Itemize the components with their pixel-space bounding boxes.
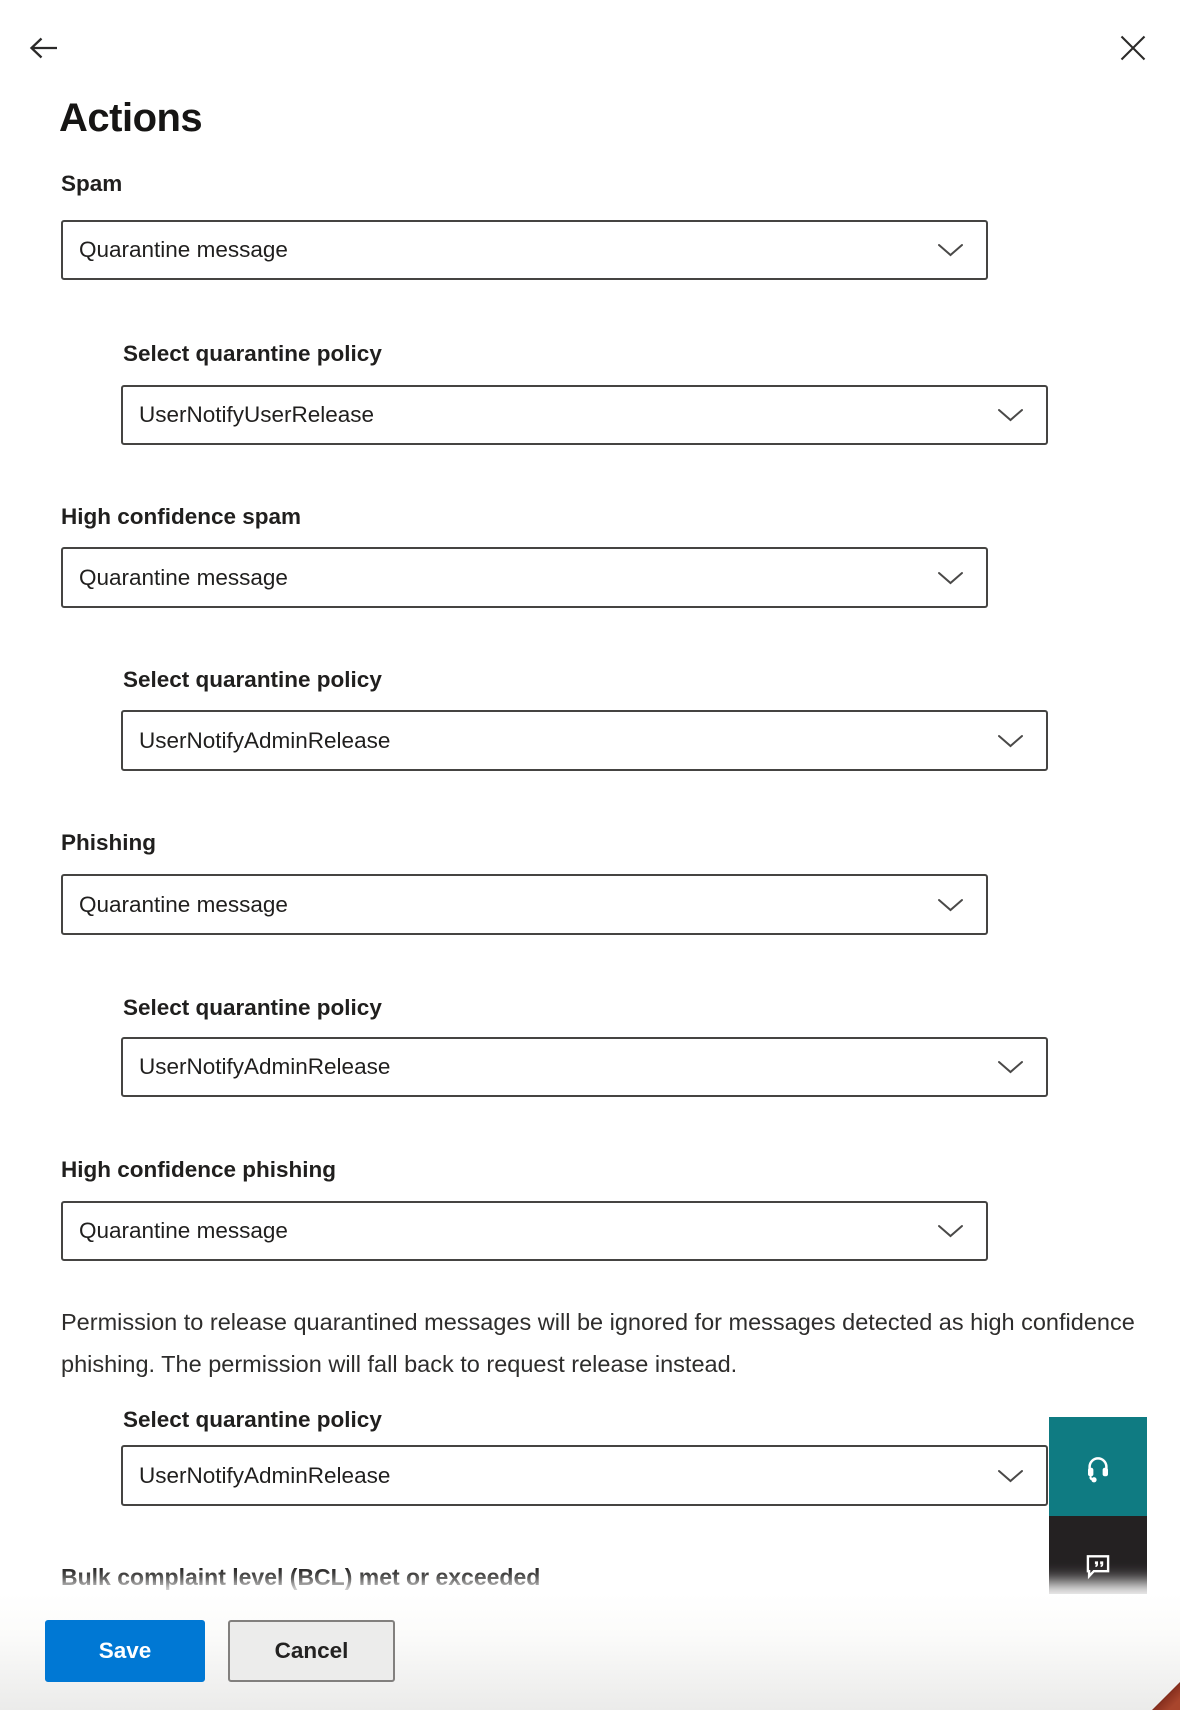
feedback-chat-icon <box>1079 1545 1117 1583</box>
policy-select-high-confidence-phishing[interactable] <box>121 1445 1048 1506</box>
action-select-spam[interactable] <box>61 220 988 280</box>
back-arrow-icon <box>26 32 62 64</box>
action-select-phishing[interactable] <box>61 874 988 935</box>
close-icon <box>1118 33 1148 63</box>
chevron-down-icon <box>997 408 1024 422</box>
chevron-down-icon <box>937 243 964 257</box>
action-select-high-confidence-spam-value: Quarantine message <box>79 564 288 590</box>
cancel-button[interactable]: Cancel <box>228 1620 395 1682</box>
policy-label-high-confidence-phishing: Select quarantine policy <box>123 1407 382 1432</box>
policy-select-high-confidence-spam-value: UserNotifyAdminRelease <box>139 727 391 753</box>
section-label-spam: Spam <box>61 171 123 196</box>
chevron-down-icon <box>997 1469 1024 1483</box>
policy-select-spam[interactable] <box>121 385 1048 445</box>
policy-select-high-confidence-spam[interactable] <box>121 710 1048 771</box>
section-label-high-confidence-phishing: High confidence phishing <box>61 1157 336 1182</box>
action-select-phishing-value: Quarantine message <box>79 891 288 917</box>
policy-select-phishing-value: UserNotifyAdminRelease <box>139 1054 391 1079</box>
section-label-high-confidence-spam: High confidence spam <box>61 504 302 529</box>
headset-icon <box>1078 1447 1118 1487</box>
save-button[interactable]: Save <box>45 1620 205 1682</box>
page-title: Actions <box>59 96 203 140</box>
chevron-down-icon <box>937 1224 964 1238</box>
chevron-down-icon <box>937 571 964 585</box>
policy-label-spam: Select quarantine policy <box>123 341 382 366</box>
chevron-down-icon <box>937 898 964 912</box>
help-button[interactable] <box>1049 1417 1147 1516</box>
back-button[interactable] <box>22 27 66 69</box>
action-select-high-confidence-spam[interactable] <box>61 547 988 608</box>
policy-select-spam-value: UserNotifyUserRelease <box>139 402 375 427</box>
chevron-down-icon <box>997 734 1024 748</box>
close-button[interactable] <box>1112 27 1154 69</box>
section-label-phishing: Phishing <box>61 830 156 855</box>
action-select-high-confidence-phishing[interactable] <box>61 1201 988 1261</box>
policy-select-phishing[interactable] <box>121 1037 1048 1097</box>
footer-bar <box>0 1594 1180 1710</box>
action-select-high-confidence-phishing-value: Quarantine message <box>79 1218 288 1243</box>
high-confidence-phishing-note: Permission to release quarantined messages will be ignored for messages detected as high confidence phishing. The permission will fall back to request release instead. <box>61 1309 1135 1377</box>
policy-label-phishing: Select quarantine policy <box>123 995 382 1020</box>
chevron-down-icon <box>997 1060 1024 1074</box>
policy-select-high-confidence-phishing-value: UserNotifyAdminRelease <box>139 1462 391 1488</box>
section-label-bulk-complaint-level: Bulk complaint level (BCL) met or exceeded <box>61 1564 541 1590</box>
policy-label-high-confidence-spam: Select quarantine policy <box>123 667 382 692</box>
action-select-spam-value: Quarantine message <box>79 237 288 262</box>
